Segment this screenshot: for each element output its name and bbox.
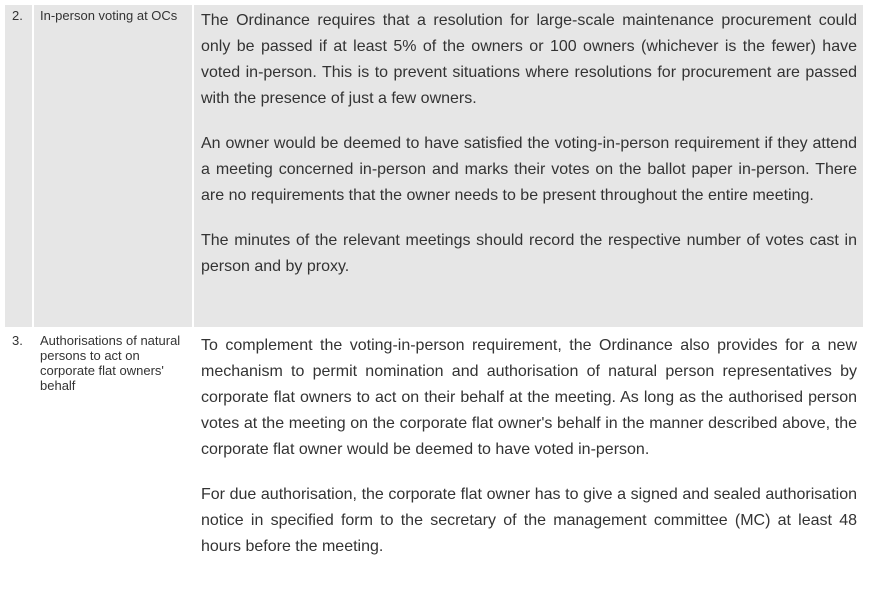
- row-number: 3.: [5, 330, 32, 568]
- content-paragraph: The Ordinance requires that a resolution for large-scale maintenance procurement could only be passed if at least 5% of the owners or 100 owners (whichever is the fewer) have voted in-person. This is to prevent situations where resolutions for procurement are passed with the presence of just a few owners.: [201, 12, 857, 107]
- content-paragraph: An owner would be deemed to have satisfied the voting-in-person requirement if they attend a meeting concerned in-person and marks their votes on the ballot paper in-person. There are no requirements that the owner needs to be present throughout the entire meeting.: [201, 135, 857, 204]
- row-content: [194, 5, 863, 327]
- row-number: 2.: [5, 5, 32, 327]
- content-paragraph: To complement the voting-in-person requirement, the Ordinance also provides for a new mechanism to permit nomination and authorisation of natural person representatives by corporate flat owners to act on their behalf at the meeting. As long as the authorised person votes at the meeting on the corporate flat owner's behalf in the manner described above, the corporate flat owner would be deemed to have voted in-person.: [201, 337, 857, 458]
- row-content: [194, 330, 863, 568]
- table-row: [5, 330, 863, 568]
- table-row: [5, 5, 863, 327]
- content-paragraph: The minutes of the relevant meetings should record the respective number of votes cast in person and by proxy.: [201, 232, 857, 275]
- faq-table: [5, 5, 863, 568]
- row-topic: In-person voting at OCs: [34, 5, 192, 327]
- content-paragraph: For due authorisation, the corporate flat owner has to give a signed and sealed authorisation notice in specified form to the secretary of the management committee (MC) at least 48 hours before the meeting.: [201, 486, 857, 555]
- row-topic: Authorisations of natural persons to act on corporate flat owners' behalf: [34, 330, 192, 568]
